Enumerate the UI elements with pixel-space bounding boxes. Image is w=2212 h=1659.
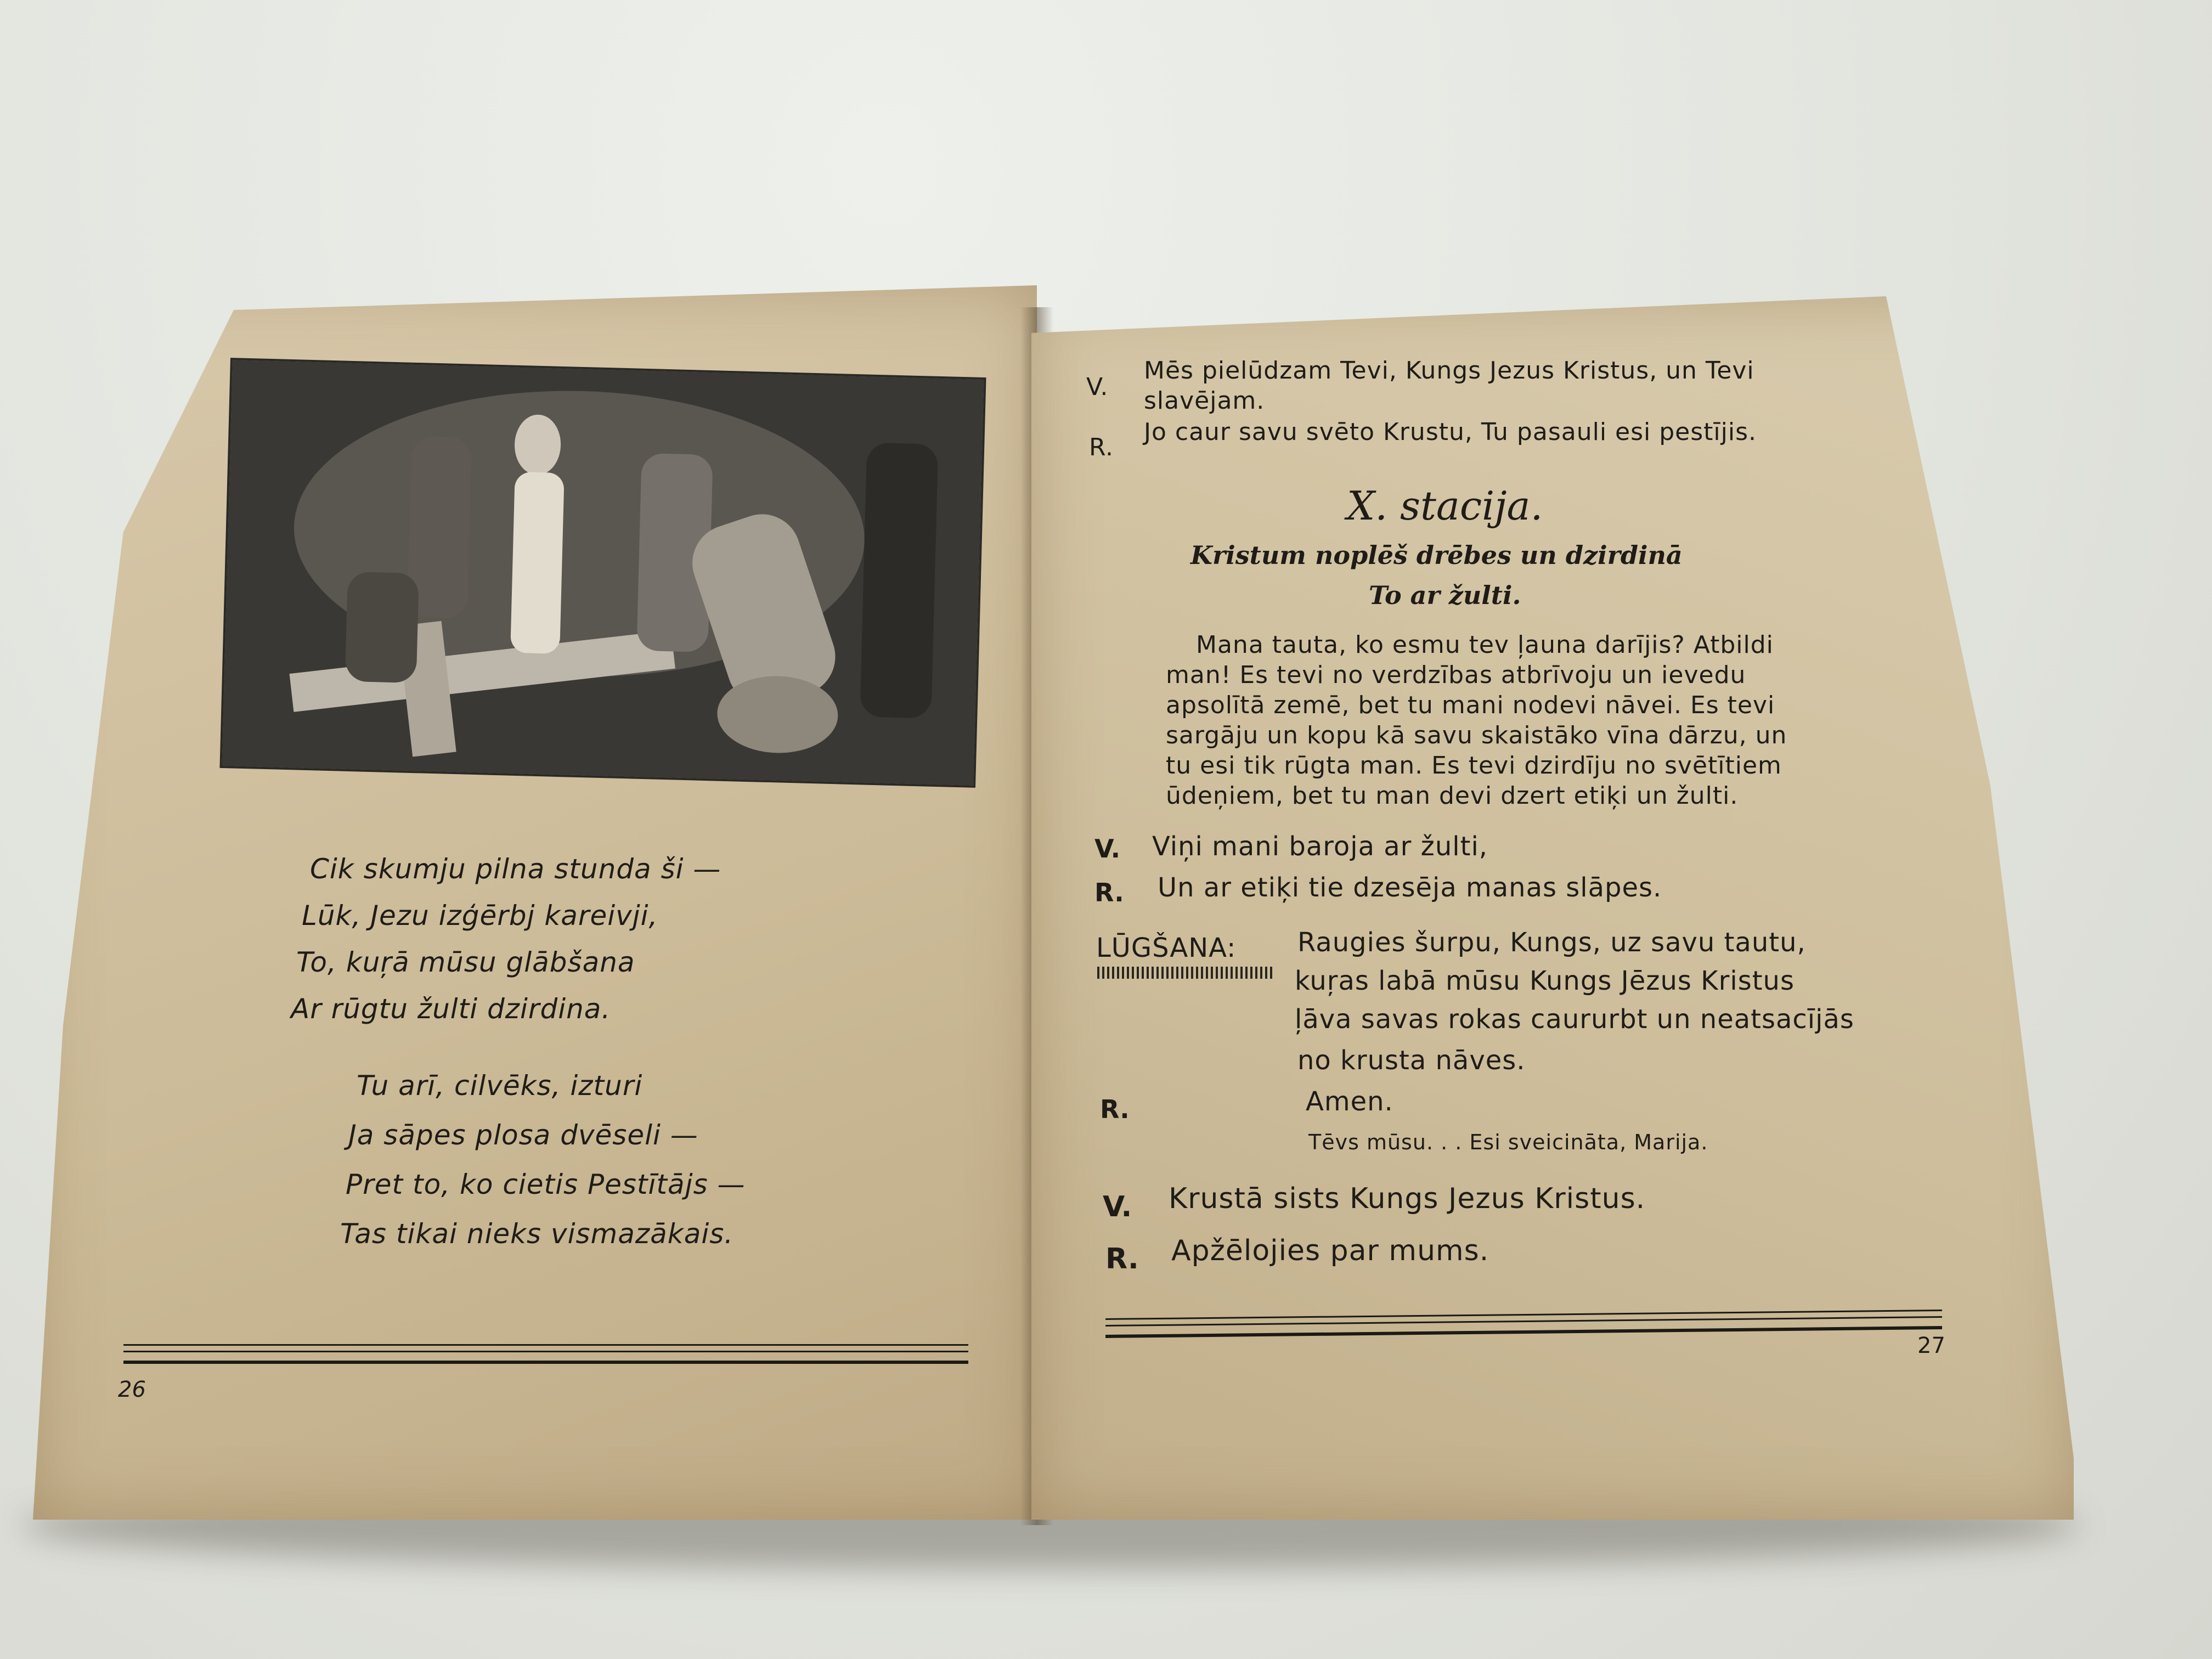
- response-text: Jo caur savu svēto Krustu, Tu pasauli esi pestījis.: [1144, 418, 1757, 446]
- paragraph-line: apsolītā zemē, bet tu mani nodevi nāvei. Es tevi: [1166, 691, 1775, 719]
- response-label: R.: [1089, 433, 1114, 461]
- prayer-text: kuŗas labā mūsu Kungs Jēzus Kristus: [1295, 966, 1795, 996]
- versicle-label: V.: [1103, 1190, 1132, 1223]
- poem-line: To, kuŗā mūsu glābšana: [296, 946, 635, 978]
- response-text: Amen.: [1306, 1086, 1393, 1117]
- versicle-label: V.: [1086, 373, 1109, 401]
- versicle-text: slavējam.: [1144, 387, 1265, 415]
- paragraph-line: man! Es tevi no verdzības atbrīvoju un ievedu: [1166, 661, 1746, 689]
- versicle-text: Krustā sists Kungs Jezus Kristus.: [1169, 1182, 1646, 1215]
- page-number: 26: [118, 1377, 146, 1402]
- prayer-text: Raugies šurpu, Kungs, uz savu tautu,: [1297, 927, 1806, 958]
- prayer-label-underline: [1097, 967, 1273, 979]
- poem-line: Ar rūgtu žulti dzirdina.: [291, 993, 611, 1025]
- footer-rule: [123, 1361, 968, 1364]
- prayer-text: ļāva savas rokas caururbt un neatsacījās: [1295, 1004, 1854, 1035]
- poem-line: Tu arī, cilvēks, izturi: [357, 1070, 643, 1102]
- illustration-plate: [219, 358, 986, 788]
- station-subtitle: To ar žulti.: [1369, 580, 1521, 610]
- versicle-label: V.: [1094, 834, 1121, 864]
- poem-line: Tas tikai nieks vismazākais.: [340, 1218, 734, 1250]
- station-illustration: [222, 360, 984, 786]
- small-prayer-line: Tēvs mūsu. . . Esi sveicināta, Marija.: [1308, 1130, 1708, 1154]
- response-label: R.: [1094, 878, 1124, 907]
- footer-rule: [123, 1344, 968, 1346]
- prayer-label: LŪGŠANA:: [1096, 933, 1237, 963]
- paragraph-line: ūdeņiem, bet tu man devi dzert etiķi un žulti.: [1166, 782, 1739, 810]
- versicle-text: Viņi mani baroja ar žulti,: [1152, 831, 1488, 862]
- response-text: Apžēlojies par mums.: [1171, 1234, 1489, 1267]
- poem-line: Lūk, Jezu izģērbj kareivji,: [302, 900, 658, 932]
- page-number: 27: [1917, 1333, 1945, 1358]
- footer-rule: [123, 1351, 968, 1352]
- station-subtitle: Kristum noplēš drēbes un dzirdinā: [1190, 540, 1683, 570]
- paragraph-line: tu esi tik rūgta man. Es tevi dzirdīju no svētītiem: [1166, 752, 1782, 780]
- poem-line: Ja sāpes plosa dvēseli —: [348, 1119, 698, 1151]
- paragraph-line: sargāju un kopu kā savu skaistāko vīna dārzu, un: [1166, 721, 1787, 749]
- prayer-text: no krusta nāves.: [1297, 1045, 1526, 1076]
- versicle-text: Mēs pielūdzam Tevi, Kungs Jezus Kristus, un Tevi: [1144, 357, 1754, 385]
- response-label: R.: [1100, 1094, 1130, 1124]
- paragraph-line: Mana tauta, ko esmu tev ļauna darījis? Atbildi: [1196, 631, 1774, 659]
- station-title: X. stacija.: [1347, 483, 1543, 529]
- poem-line: Cik skumju pilna stunda ši —: [310, 853, 721, 885]
- response-text: Un ar etiķi tie dzesēja manas slāpes.: [1158, 872, 1662, 903]
- response-label: R.: [1105, 1243, 1139, 1276]
- poem-line: Pret to, ko cietis Pestītājs —: [346, 1169, 746, 1200]
